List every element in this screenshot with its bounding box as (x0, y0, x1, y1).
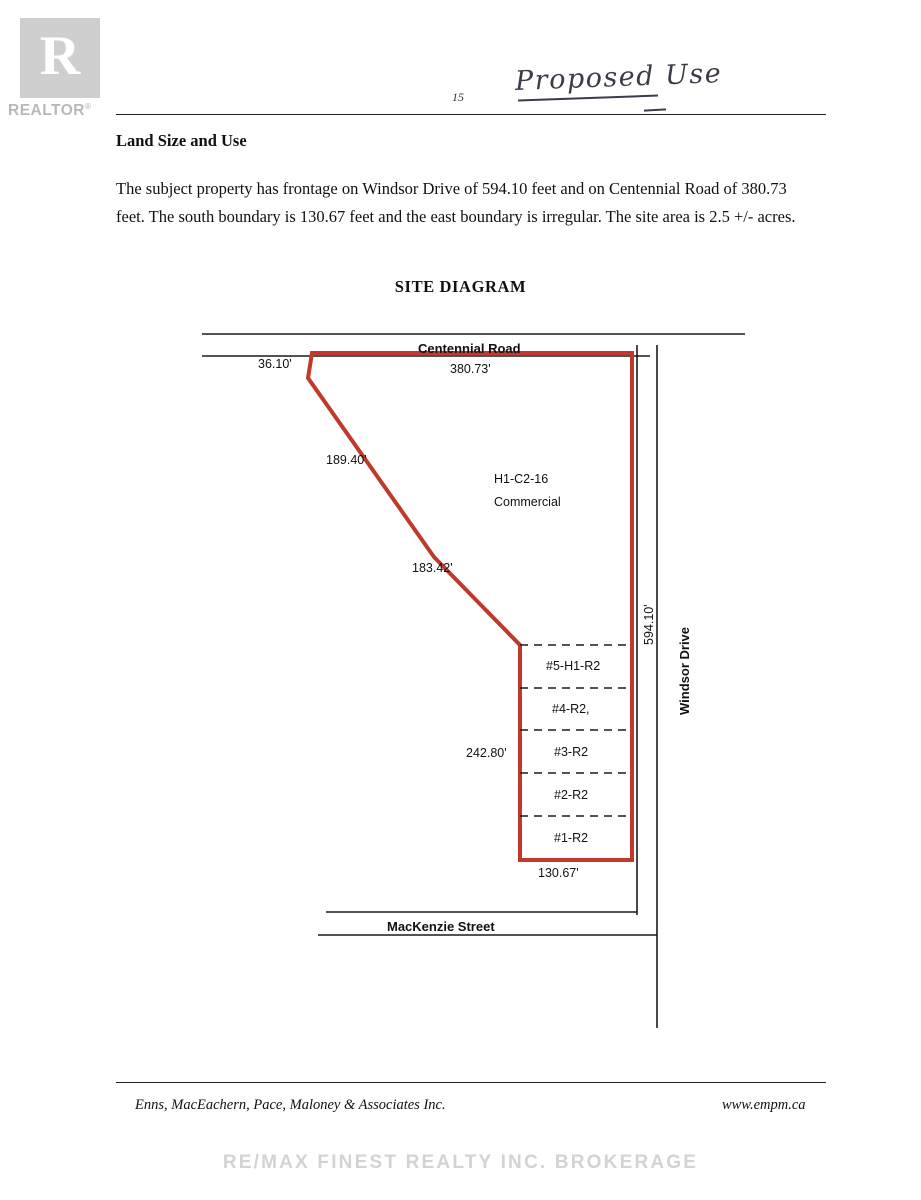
handwritten-annotation: Proposed Use (514, 58, 723, 97)
lot-label-4: #4-R2, (552, 702, 590, 716)
dimension-south-boundary: 130.67' (538, 866, 579, 880)
realtor-logo-mark (20, 18, 100, 98)
body-paragraph: The subject property has frontage on Windsor Drive of 594.10 feet and on Centennial Road of 380.73 feet. The south boundary is 130.67 feet and the east boundary is irregular. The site area is 2.5 +/- acres. (116, 179, 796, 226)
dimension-north-boundary: 380.73' (450, 362, 491, 376)
brokerage-watermark: RE/MAX FINEST REALTY INC. BROKERAGE (222, 1152, 699, 1173)
page-number: 15 (452, 90, 464, 104)
dimension-interior-depth: 242.80' (466, 746, 507, 760)
lot-label-1: #1-R2 (554, 831, 589, 845)
street-label-centennial-road: Centennial Road (418, 341, 521, 356)
zone-label-commercial: Commercial (494, 495, 561, 509)
dimension-west-lower: 183.42' (412, 561, 453, 575)
footer-divider (116, 1082, 826, 1083)
dimension-east-boundary: 594.10' (642, 604, 656, 645)
lot-label-5: #5-H1-R2 (546, 659, 601, 673)
site-diagram-svg (150, 315, 790, 1055)
handwritten-stroke (644, 108, 666, 111)
zone-label-commercial-code: H1-C2-16 (494, 472, 549, 486)
header-divider (116, 114, 826, 115)
dimension-west-upper: 189.40' (326, 453, 367, 467)
dimension-northwest-corner: 36.10' (258, 357, 292, 371)
lot-label-3: #3-R2 (554, 745, 589, 759)
lot-label-2: #2-R2 (554, 788, 589, 802)
site-diagram (150, 315, 790, 1055)
realtor-logo-wordmark: REALTOR® (8, 102, 92, 120)
parcel-boundary (308, 353, 632, 860)
realtor-logo-letter: R (39, 25, 81, 87)
realtor-logo (8, 18, 116, 122)
diagram-title: SITE DIAGRAM (394, 277, 527, 296)
footer-firm-name: Enns, MacEachern, Pace, Maloney & Associates Inc. (135, 1097, 446, 1113)
street-label-mackenzie-street: MacKenzie Street (387, 919, 495, 934)
street-label-windsor-drive: Windsor Drive (677, 626, 692, 715)
footer-website: www.empm.ca (722, 1097, 806, 1113)
section-heading: Land Size and Use (116, 131, 247, 150)
